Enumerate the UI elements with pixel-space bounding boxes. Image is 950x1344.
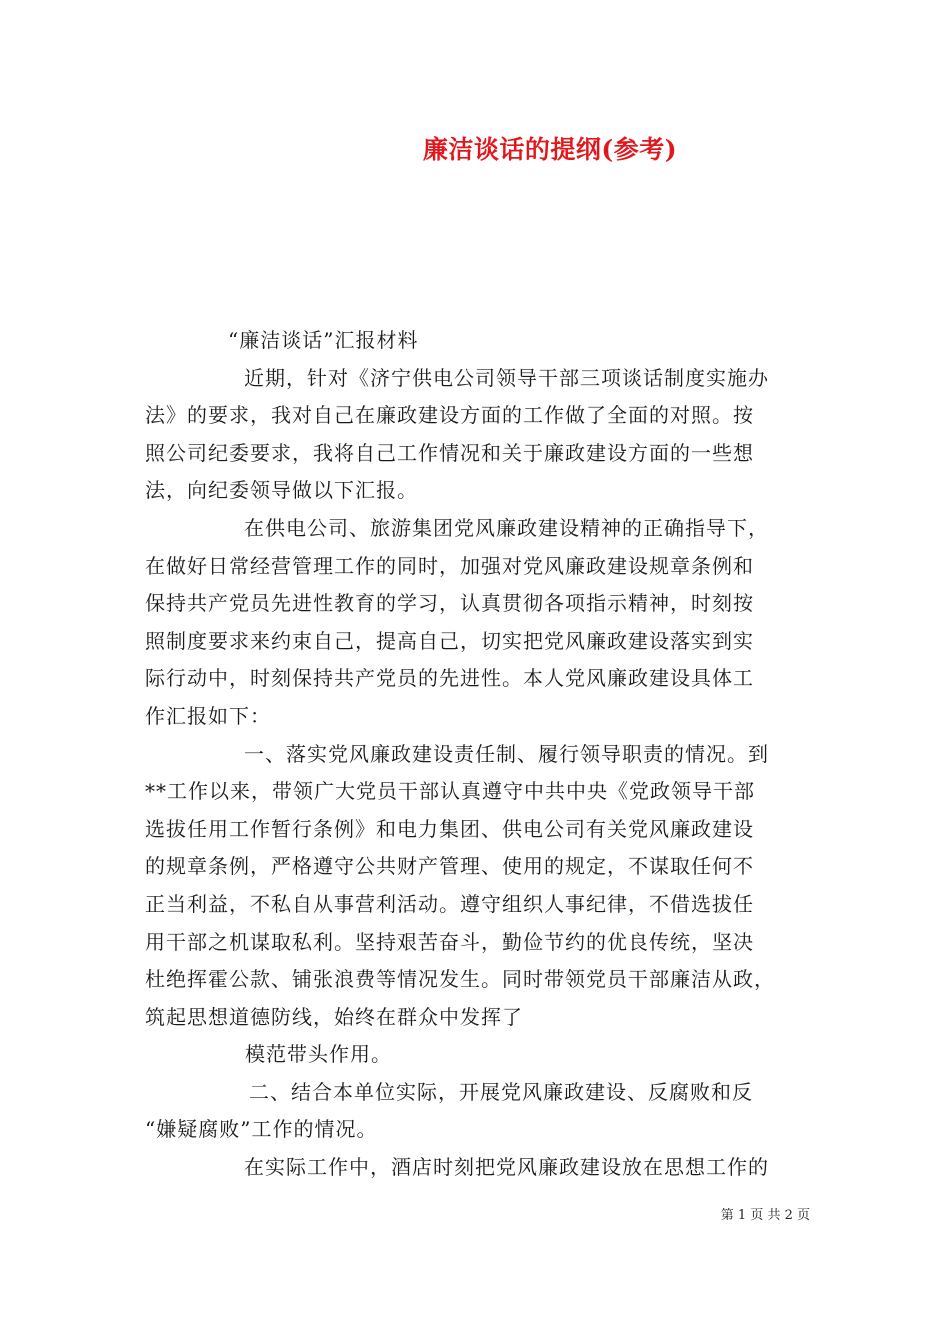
paragraph-line: 杜绝挥霍公款、铺张浪费等情况发生。同时带领党员干部廉洁从政， [145,967,775,992]
document-body [145,322,810,1187]
paragraph-line: 筑起思想道德防线，始终在群众中发挥了 [145,1004,523,1029]
paragraph-line: 近期，针对《济宁供电公司领导干部三项谈话制度实施办 [244,365,769,390]
page-footer: 第 1 页 共 2 页 [720,1208,810,1223]
paragraph-line: 作汇报如下： [145,703,271,728]
paragraph-line: 正当利益，不私自从事营利活动。遵守组织人事纪律，不借选拔任 [145,891,754,916]
paragraph-line: 二、结合本单位实际，开展党风廉政建设、反腐败和反 [249,1079,753,1104]
paragraph-line: 的规章条例，严格遵守公共财产管理、使用的规定，不谋取任何不 [145,854,754,879]
paragraph-line: 选拔任用工作暂行条例》和电力集团、供电公司有关党风廉政建设 [145,816,754,841]
document-title: 廉洁谈话的提纲(参考) [422,135,678,164]
paragraph-line: “嫌疑腐败”工作的情况。 [145,1117,378,1142]
paragraph-line: 在做好日常经营管理工作的同时，加强对党风廉政建设规章条例和 [145,553,754,578]
paragraph-line: 模范带头作用。 [245,1042,392,1067]
section-heading: “廉洁谈话”汇报材料 [228,328,419,352]
paragraph-line: 法》的要求，我对自己在廉政建设方面的工作做了全面的对照。按 [145,403,754,428]
paragraph-line: 在实际工作中，酒店时刻把党风廉政建设放在思想工作的 [244,1155,769,1180]
paragraph-line: 保持共产党员先进性教育的学习，认真贯彻各项指示精神，时刻按 [145,591,754,616]
paragraph-line: 用干部之机谋取私利。坚持艰苦奋斗，勤俭节约的优良传统，坚决 [145,929,754,954]
paragraph-line: 际行动中，时刻保持共产党员的先进性。本人党风廉政建设具体工 [145,666,754,691]
paragraph-line: 照制度要求来约束自己，提高自己，切实把党风廉政建设落实到实 [145,628,754,653]
paragraph-line: 一、落实党风廉政建设责任制、履行领导职责的情况。到 [244,741,769,766]
paragraph-line: 法，向纪委领导做以下汇报。 [145,478,418,503]
paragraph-line: **工作以来，带领广大党员干部认真遵守中共中央《党政领导干部 [145,779,755,804]
paragraph-line: 照公司纪委要求，我将自己工作情况和关于廉政建设方面的一些想 [145,440,754,465]
paragraph-line: 在供电公司、旅游集团党风廉政建设精神的正确指导下， [244,515,769,540]
